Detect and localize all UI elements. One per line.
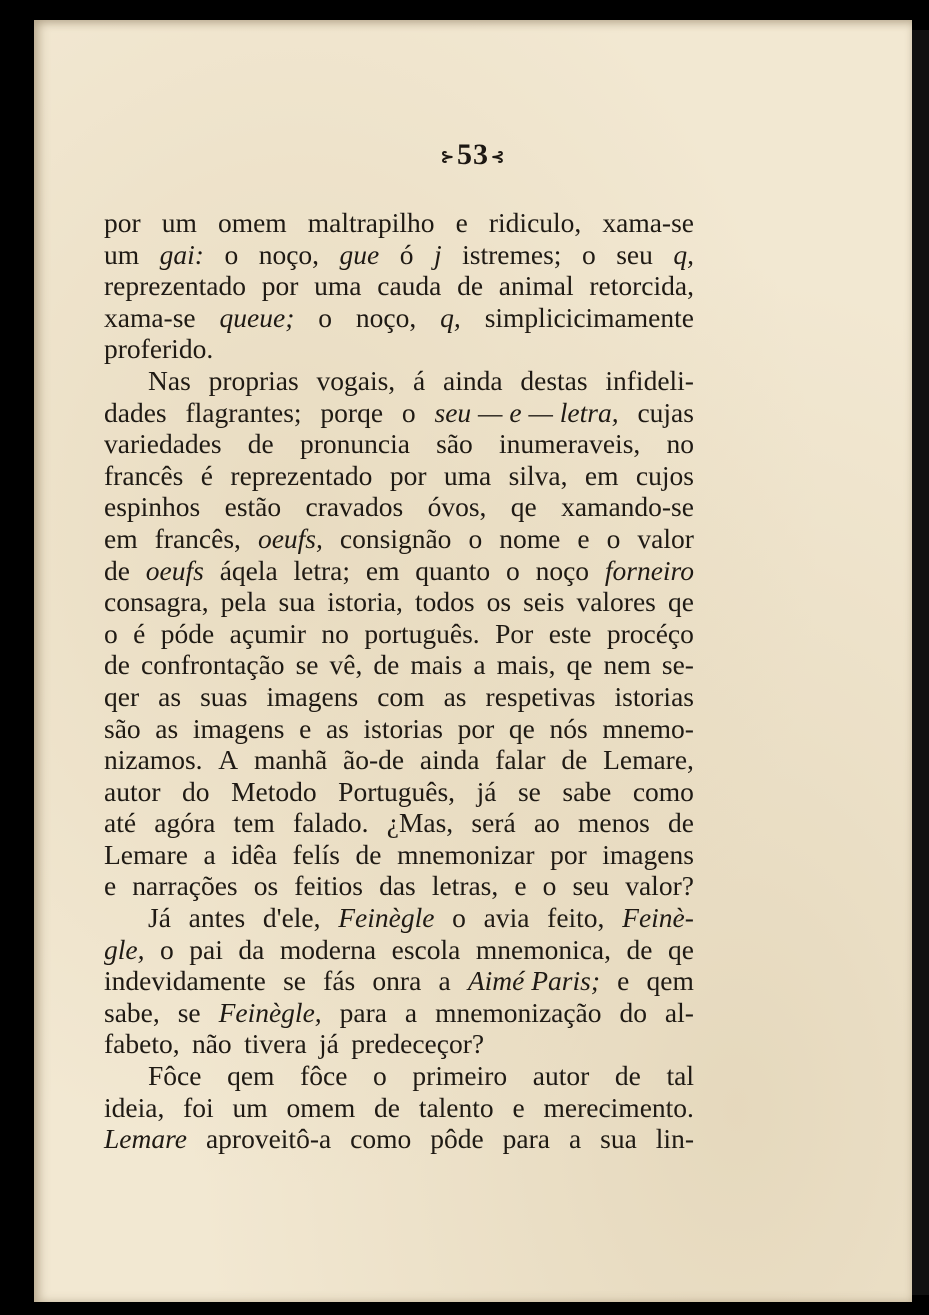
word: como: [350, 1123, 412, 1155]
word: as: [325, 712, 349, 744]
word: pôde: [430, 1123, 484, 1155]
right-ornament-icon: ⊰: [491, 149, 506, 167]
word: espinhos: [104, 491, 201, 523]
word: e: [617, 965, 630, 997]
word: gue: [339, 238, 380, 270]
word: e: [104, 870, 117, 902]
text-line: [104, 649, 694, 681]
word: flagrantes;: [185, 396, 302, 428]
word: já: [319, 1028, 339, 1060]
word: ¿Mas,: [386, 807, 454, 839]
text-line: [104, 207, 694, 239]
word: istorias: [614, 680, 694, 712]
word: lin-: [655, 1123, 694, 1155]
word: ao: [533, 807, 560, 839]
word: talento: [418, 1091, 494, 1123]
word: cujas: [637, 396, 694, 428]
word: um: [104, 238, 140, 270]
word: o: [318, 301, 333, 333]
word: mais,: [496, 649, 556, 681]
text-line: [104, 744, 694, 776]
text-line: [104, 839, 694, 871]
word: qe: [668, 933, 694, 965]
word: letras,: [431, 870, 499, 902]
word: será: [471, 807, 516, 839]
word: as: [158, 680, 182, 712]
word: da: [238, 933, 265, 965]
text-line: [104, 460, 694, 492]
word: d'ele,: [262, 902, 321, 934]
word: pronuncia: [299, 428, 410, 460]
word: menos: [578, 807, 650, 839]
text-line: [104, 491, 694, 523]
word: de: [104, 649, 130, 681]
word: oeufs,: [257, 522, 323, 554]
word: o: [606, 522, 621, 554]
word: por: [389, 459, 427, 491]
word: cujos: [635, 459, 694, 491]
page-number-text: 53: [457, 138, 489, 171]
text-line: [104, 397, 694, 429]
word: de: [614, 1060, 641, 1092]
left-ornament-icon: ⊱: [440, 149, 455, 167]
text-line: [104, 1060, 694, 1092]
word: por: [550, 838, 587, 870]
word: Português,: [338, 775, 456, 807]
word: indevidamente: [104, 965, 266, 997]
word: das: [379, 870, 416, 902]
word: a: [404, 996, 418, 1028]
word: se: [283, 965, 306, 997]
word: cravados: [305, 491, 404, 523]
word: narrações: [132, 870, 238, 902]
word: manhã: [253, 744, 328, 776]
word: Fôce: [148, 1060, 202, 1092]
word: já: [476, 775, 497, 807]
word: e: [577, 522, 590, 554]
word: mnemonizar: [397, 838, 535, 870]
word: qer: [104, 680, 140, 712]
text-line: [104, 1123, 694, 1155]
word: predeceçor?: [351, 1028, 485, 1060]
text-line: [104, 934, 694, 966]
word: quanto: [415, 554, 491, 586]
word: pela: [220, 586, 267, 618]
word: a: [568, 1123, 582, 1155]
word: xamando-se: [561, 491, 694, 523]
word: noço: [535, 554, 590, 586]
word: os: [486, 586, 512, 618]
word: foi: [183, 1091, 214, 1123]
word: ridiculo,: [488, 207, 582, 238]
word: os: [253, 870, 279, 902]
word: maltrapilho: [307, 207, 435, 238]
word: valores: [576, 586, 656, 618]
word: cauda: [377, 270, 442, 302]
word: e: [512, 1091, 525, 1123]
word: merecimento.: [543, 1091, 694, 1123]
word: forneiro: [604, 554, 694, 586]
word: até: [104, 807, 137, 839]
word: variedades: [104, 428, 222, 460]
word: de: [626, 933, 653, 965]
word: são: [436, 428, 473, 460]
word: qem: [646, 965, 694, 997]
word: o: [160, 933, 174, 965]
word: escola: [391, 933, 461, 965]
word: procéço: [606, 617, 694, 649]
word: suas: [200, 680, 248, 712]
word: o: [468, 522, 483, 554]
page-number: [34, 138, 912, 172]
word: para: [502, 1123, 550, 1155]
word: estão: [224, 491, 282, 523]
word: respetivas: [485, 680, 596, 712]
word: xama-se: [104, 301, 196, 333]
word: q,: [440, 301, 461, 333]
word: xama-se: [602, 207, 694, 238]
text-line: [104, 965, 694, 997]
word: sabe: [562, 775, 612, 807]
word: o: [224, 238, 239, 270]
word: se: [177, 996, 201, 1028]
word: ainda: [443, 364, 503, 396]
word: vê,: [329, 649, 363, 681]
word: seis: [523, 586, 565, 618]
word: do: [182, 775, 210, 807]
word: o: [581, 238, 596, 270]
word: as: [155, 712, 179, 744]
word: falar: [495, 744, 546, 776]
text-line: [104, 1028, 694, 1060]
word: retorcida,: [589, 270, 694, 302]
word: Feinègle,: [218, 996, 322, 1028]
word: ainda: [419, 744, 480, 776]
word: mnemonica,: [475, 933, 612, 965]
word: tem: [233, 807, 275, 839]
word: moderna: [279, 933, 377, 965]
text-line: [104, 1092, 694, 1124]
word: como: [632, 775, 694, 807]
word: valor?: [625, 870, 694, 902]
word: o: [505, 554, 520, 586]
word: qe: [566, 649, 593, 681]
word: letra;: [293, 554, 351, 586]
word: consignão: [339, 522, 452, 554]
word: mais: [410, 649, 463, 681]
word: de: [457, 270, 484, 302]
word: á: [412, 364, 426, 396]
scan-edge: [910, 30, 929, 1295]
word: e: [299, 712, 312, 744]
word: uma: [314, 270, 362, 302]
word: imagens: [192, 712, 285, 744]
word: de: [374, 1091, 400, 1123]
word: istorias: [363, 712, 443, 744]
word: açumir: [229, 617, 307, 649]
text-line: [104, 333, 694, 365]
word: Lemare: [104, 838, 188, 870]
word: gai:: [159, 238, 204, 270]
word: Aimé Paris;: [467, 965, 600, 997]
word: istoria,: [327, 586, 403, 618]
word: istremes;: [462, 238, 562, 270]
word: nós: [549, 712, 588, 744]
word: ideia,: [104, 1091, 165, 1123]
word: Lemare: [104, 1123, 187, 1155]
text-line: [104, 870, 694, 902]
word: todos: [414, 586, 475, 618]
word: nizamos.: [104, 744, 203, 776]
word: um: [161, 207, 197, 238]
word: de: [668, 807, 694, 839]
word: Por: [495, 617, 534, 649]
word: confrontação: [141, 649, 285, 681]
word: a: [473, 649, 486, 681]
word: feito,: [547, 902, 605, 934]
word: de: [561, 744, 588, 776]
text-line: [104, 618, 694, 650]
text-line: [104, 586, 694, 618]
word: e: [514, 870, 527, 902]
word: o: [104, 617, 118, 649]
word: imagens: [266, 680, 359, 712]
word: em: [365, 554, 400, 586]
word: uma: [443, 459, 492, 491]
word: fabeto,: [104, 1028, 180, 1060]
word: não: [191, 1028, 232, 1060]
word: no: [666, 428, 694, 460]
word: seu: [616, 238, 653, 270]
word: um: [232, 1091, 268, 1123]
word: áqela: [219, 554, 278, 586]
word: em: [584, 459, 619, 491]
word: ão-de: [343, 744, 405, 776]
text-line: [104, 239, 694, 271]
text-line: [104, 807, 694, 839]
word: consagra,: [104, 586, 209, 618]
text-line: [104, 428, 694, 460]
word: j: [434, 238, 442, 270]
text-line: [104, 523, 694, 555]
word: pai: [189, 933, 223, 965]
word: este: [548, 617, 592, 649]
word: avia: [483, 902, 530, 934]
word: de: [373, 649, 400, 681]
word: em: [104, 522, 138, 554]
word: para: [339, 996, 387, 1028]
word: primeiro: [412, 1060, 508, 1092]
word: e: [455, 207, 468, 238]
word: valor: [637, 522, 694, 554]
word: reprezentado: [104, 270, 246, 302]
text-line: [104, 997, 694, 1029]
body-text: [104, 207, 694, 1155]
word: vogais,: [316, 364, 396, 396]
word: noço,: [355, 301, 417, 333]
word: de: [104, 554, 130, 586]
word: a: [203, 838, 216, 870]
word: autor: [104, 775, 161, 807]
word: felís: [292, 838, 340, 870]
word: fás: [323, 965, 356, 997]
word: animal: [498, 270, 574, 302]
word: Metodo: [231, 775, 317, 807]
word: o: [542, 870, 557, 902]
word: mnemonização: [435, 996, 602, 1028]
word: óvos,: [427, 491, 487, 523]
word: sabe,: [104, 996, 160, 1028]
word: com: [377, 680, 425, 712]
word: idêa: [231, 838, 278, 870]
word: q,: [673, 238, 694, 270]
word: gle,: [104, 933, 145, 965]
word: póde: [160, 617, 215, 649]
text-line: [104, 555, 694, 587]
word: de: [247, 428, 274, 460]
word: no: [321, 617, 349, 649]
word: autor: [532, 1060, 590, 1092]
word: por: [261, 270, 299, 302]
word: omem: [217, 207, 287, 238]
word: sua: [600, 1123, 637, 1155]
text-line: [104, 713, 694, 745]
word: proferido.: [104, 333, 214, 365]
word: feitios: [294, 870, 363, 902]
word: imagens: [602, 838, 694, 870]
word: o: [373, 1060, 387, 1092]
word: antes: [188, 902, 246, 934]
word: Feinè-: [622, 902, 694, 934]
word: noço,: [258, 238, 320, 270]
text-line: [104, 302, 694, 334]
word: A: [218, 744, 239, 776]
word: sua: [278, 586, 316, 618]
word: as: [443, 680, 467, 712]
word: é: [133, 617, 146, 649]
word: agóra: [154, 807, 216, 839]
word: se: [517, 775, 541, 807]
word: por: [457, 712, 495, 744]
word: se: [295, 649, 319, 681]
word: reprezentado: [230, 459, 373, 491]
word: proprias: [208, 364, 299, 396]
word: a: [438, 965, 451, 997]
text-line: [104, 270, 694, 302]
word: nome: [499, 522, 561, 554]
word: destas: [520, 364, 588, 396]
word: ó: [399, 238, 414, 270]
word: oeufs: [145, 554, 204, 586]
word: mnemo-: [602, 712, 694, 744]
word: por: [104, 207, 141, 238]
word: qe: [508, 712, 535, 744]
text-line: [104, 681, 694, 713]
word: de: [355, 838, 382, 870]
text-line: [104, 902, 694, 934]
word: o: [401, 396, 416, 428]
word: omem: [286, 1091, 356, 1123]
word: al-: [664, 996, 694, 1028]
word: tal: [666, 1060, 694, 1092]
word: francês,: [154, 522, 241, 554]
text-line: [104, 365, 694, 397]
word: fôce: [300, 1060, 348, 1092]
word: qe: [667, 586, 694, 618]
text-line: [104, 776, 694, 808]
word: seu — e — letra,: [434, 396, 619, 428]
word: Lemare,: [603, 744, 694, 776]
word: são: [104, 712, 141, 744]
word: nem: [603, 649, 651, 681]
word: é: [200, 459, 214, 491]
word: aproveitô-a: [205, 1123, 332, 1155]
word: simplicicimamente: [484, 301, 694, 333]
word: Já: [148, 902, 171, 934]
word: inumeraveis,: [499, 428, 641, 460]
word: dades: [104, 396, 167, 428]
word: francês: [104, 459, 184, 491]
word: tivera: [244, 1028, 307, 1060]
word: se-: [661, 649, 694, 681]
word: do: [619, 996, 647, 1028]
word: infideli-: [605, 364, 694, 396]
word: Feinègle: [338, 902, 435, 934]
word: silva,: [508, 459, 568, 491]
word: português.: [364, 617, 480, 649]
word: o: [452, 902, 466, 934]
word: porqe: [320, 396, 384, 428]
word: qe: [510, 491, 537, 523]
word: onra: [372, 965, 422, 997]
word: queue;: [219, 301, 295, 333]
word: Nas: [148, 364, 191, 396]
word: falado.: [292, 807, 369, 839]
book-page: [34, 20, 912, 1302]
word: seu: [572, 870, 610, 902]
word: qem: [227, 1060, 275, 1092]
